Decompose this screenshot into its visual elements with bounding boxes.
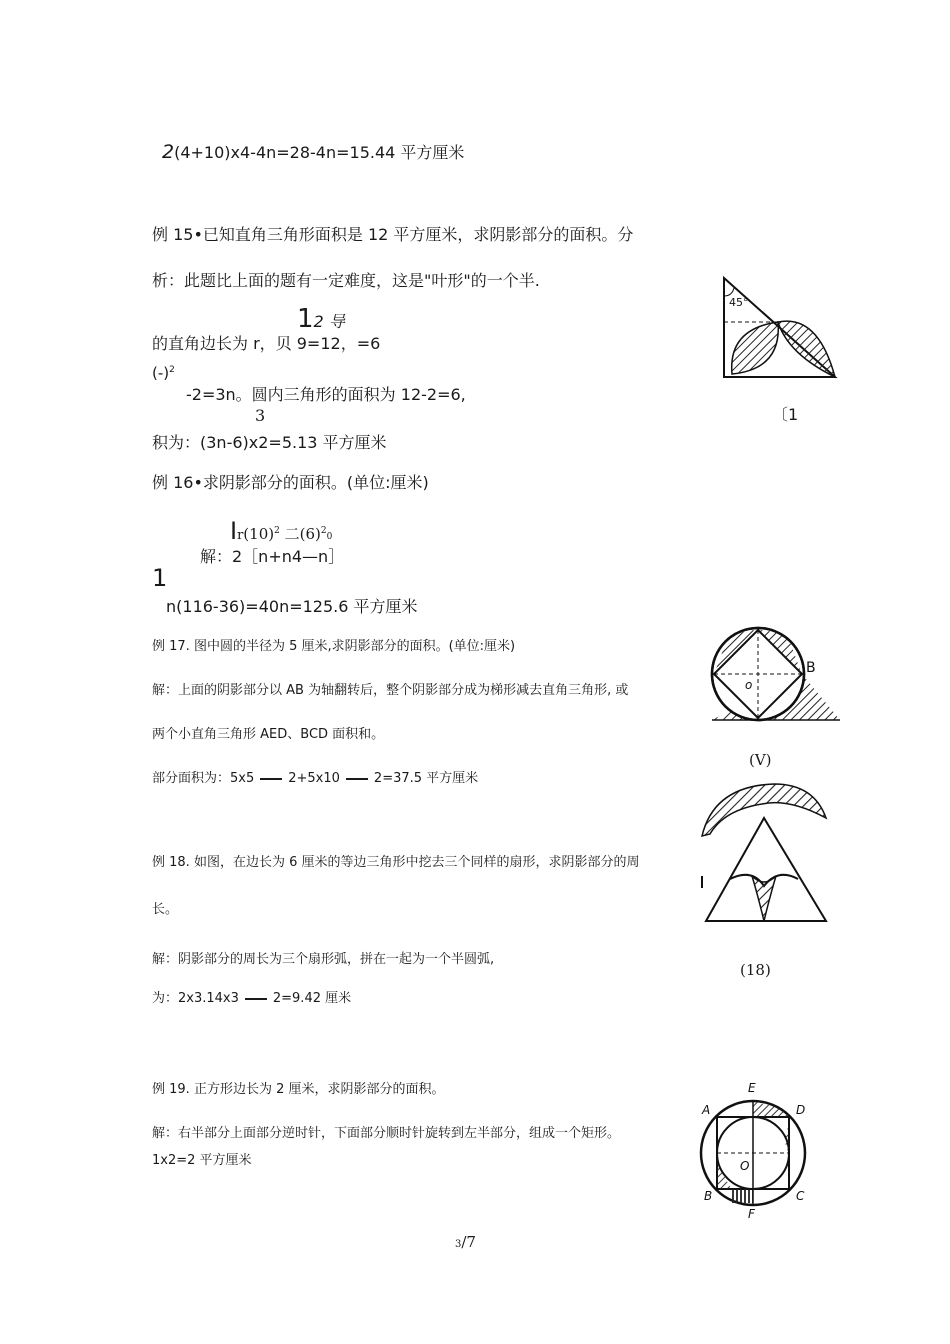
ex16-sup1: 2 [274, 526, 280, 536]
page-number [455, 1234, 476, 1250]
ex18-result [152, 992, 351, 1005]
ex17-dash-2 [346, 778, 368, 780]
ex15-paren [152, 366, 175, 381]
fig17-label-O: o [745, 678, 753, 692]
page-current: 3 [455, 1239, 462, 1250]
fig17-label-B: B [806, 660, 816, 676]
figure-17 [708, 624, 843, 724]
ex17-dash-1 [260, 778, 282, 780]
ex18-result-a: 为：2x3.14x3 [152, 991, 239, 1006]
ex15-analysis: 析：此题比上面的题有一定难度，这是"叶形"的一个半. [152, 271, 540, 290]
fig18-caption: (18) [740, 961, 771, 979]
fig15-angle-arc [724, 288, 734, 296]
ex19-solution: 解：右半部分上面部分逆时针，下面部分顺时针旋转到左半部分，组成一个矩形。 [152, 1126, 621, 1141]
fig19-label-E: E [748, 1081, 756, 1095]
fig19-label-A: A [702, 1103, 711, 1117]
fig17-caption: (V) [749, 751, 772, 769]
ex15-frac-big: 1 [297, 304, 314, 334]
ex17-solution-1: 解：上面的阴影部分以 AB 为轴翻转后，整个阴影部分成为梯形减去直角三角形, 或 [152, 683, 629, 698]
figure-15 [718, 274, 840, 384]
ex16-title: 例 16•求阴影部分的面积。(单位:厘米) [152, 473, 429, 492]
ex16-result: n(116-36)=40n=125.6 平方厘米 [166, 597, 418, 616]
fig15-angle-label: 45° [729, 296, 749, 309]
ex18-dash [245, 998, 267, 1000]
page-total: /7 [461, 1233, 476, 1251]
ex16-r: r [237, 528, 244, 543]
ex19-result: 1x2=2 平方厘米 [152, 1153, 252, 1168]
ex15-result: 积为：(3n-6)x2=5.13 平方厘米 [152, 433, 387, 452]
fig15-left-leaf [732, 322, 779, 374]
ex17-result [152, 772, 478, 785]
ex18-result-b: 2=9.42 厘米 [272, 991, 352, 1006]
ex15-paren-sup: 2 [169, 365, 175, 375]
ex16-expr-a: (10) [243, 525, 275, 543]
fig19-shade-bottom [732, 1189, 753, 1203]
ex17-title: 例 17. 图中圆的半径为 5 厘米,求阴影部分的面积。(单位:厘米) [152, 639, 516, 654]
fig19-label-O: O [740, 1159, 750, 1173]
fig19-label-D: D [796, 1103, 806, 1117]
ex17-result-c: 2=37.5 平方厘米 [373, 771, 479, 786]
ex15-frac-small: 2 导 [313, 312, 345, 331]
ex15-line6: 3 [255, 406, 266, 425]
ex18-solution: 解：阴影部分的周长为三个扇形弧，拼在一起为一个半圆弧, [152, 952, 495, 967]
ex16-sup2: 2 [320, 526, 327, 536]
fig19-label-F: F [748, 1207, 755, 1220]
ex16-expression [230, 519, 332, 543]
ex15-fraction-fragment [297, 306, 345, 332]
top-formula-prefix: 2 [162, 141, 175, 163]
fig19-label-C: C [796, 1189, 805, 1203]
ex15-line3: 的直角边长为 r，贝 9=12，=6 [152, 334, 381, 353]
ex17-result-b: 2+5x10 [288, 771, 340, 786]
ex15-paren-text: (-) [152, 364, 170, 382]
ex16-sub0: 0 [326, 532, 333, 542]
ex18-title: 例 18. 如图，在边长为 6 厘米的等边三角形中挖去三个同样的扇形，求阴影部分的周 [152, 855, 640, 870]
fig15-right-leaf [778, 321, 835, 377]
top-formula [162, 143, 464, 162]
ex19-title: 例 19. 正方形边长为 2 厘米，求阴影部分的面积。 [152, 1082, 445, 1097]
ex18-title-2: 长。 [152, 902, 179, 917]
ex17-result-a: 部分面积为：5x5 [152, 771, 255, 786]
fig19-shade-left [717, 1153, 732, 1189]
ex15-line5: -2=3n。圆内三角形的面积为 12-2=6, [186, 385, 466, 404]
figure-19 [696, 1078, 816, 1220]
fig15-caption: 〔1 [772, 405, 799, 424]
ex16-one: 1 [152, 564, 168, 592]
figure-18 [694, 776, 834, 926]
ex16-solution: 解：2［n+n4—n］ [200, 547, 345, 566]
fig19-label-B: B [704, 1189, 713, 1203]
ex17-solution-2: 两个小直角三角形 AED、BCD 面积和。 [152, 727, 385, 742]
ex16-I: I [230, 517, 238, 545]
ex15-title: 例 15•已知直角三角形面积是 12 平方厘米，求阴影部分的面积。分 [152, 225, 634, 244]
top-formula-body: (4+10)x4-4n=28-4n=15.44 平方厘米 [174, 143, 465, 162]
ex16-expr-b: 二(6) [279, 525, 321, 543]
